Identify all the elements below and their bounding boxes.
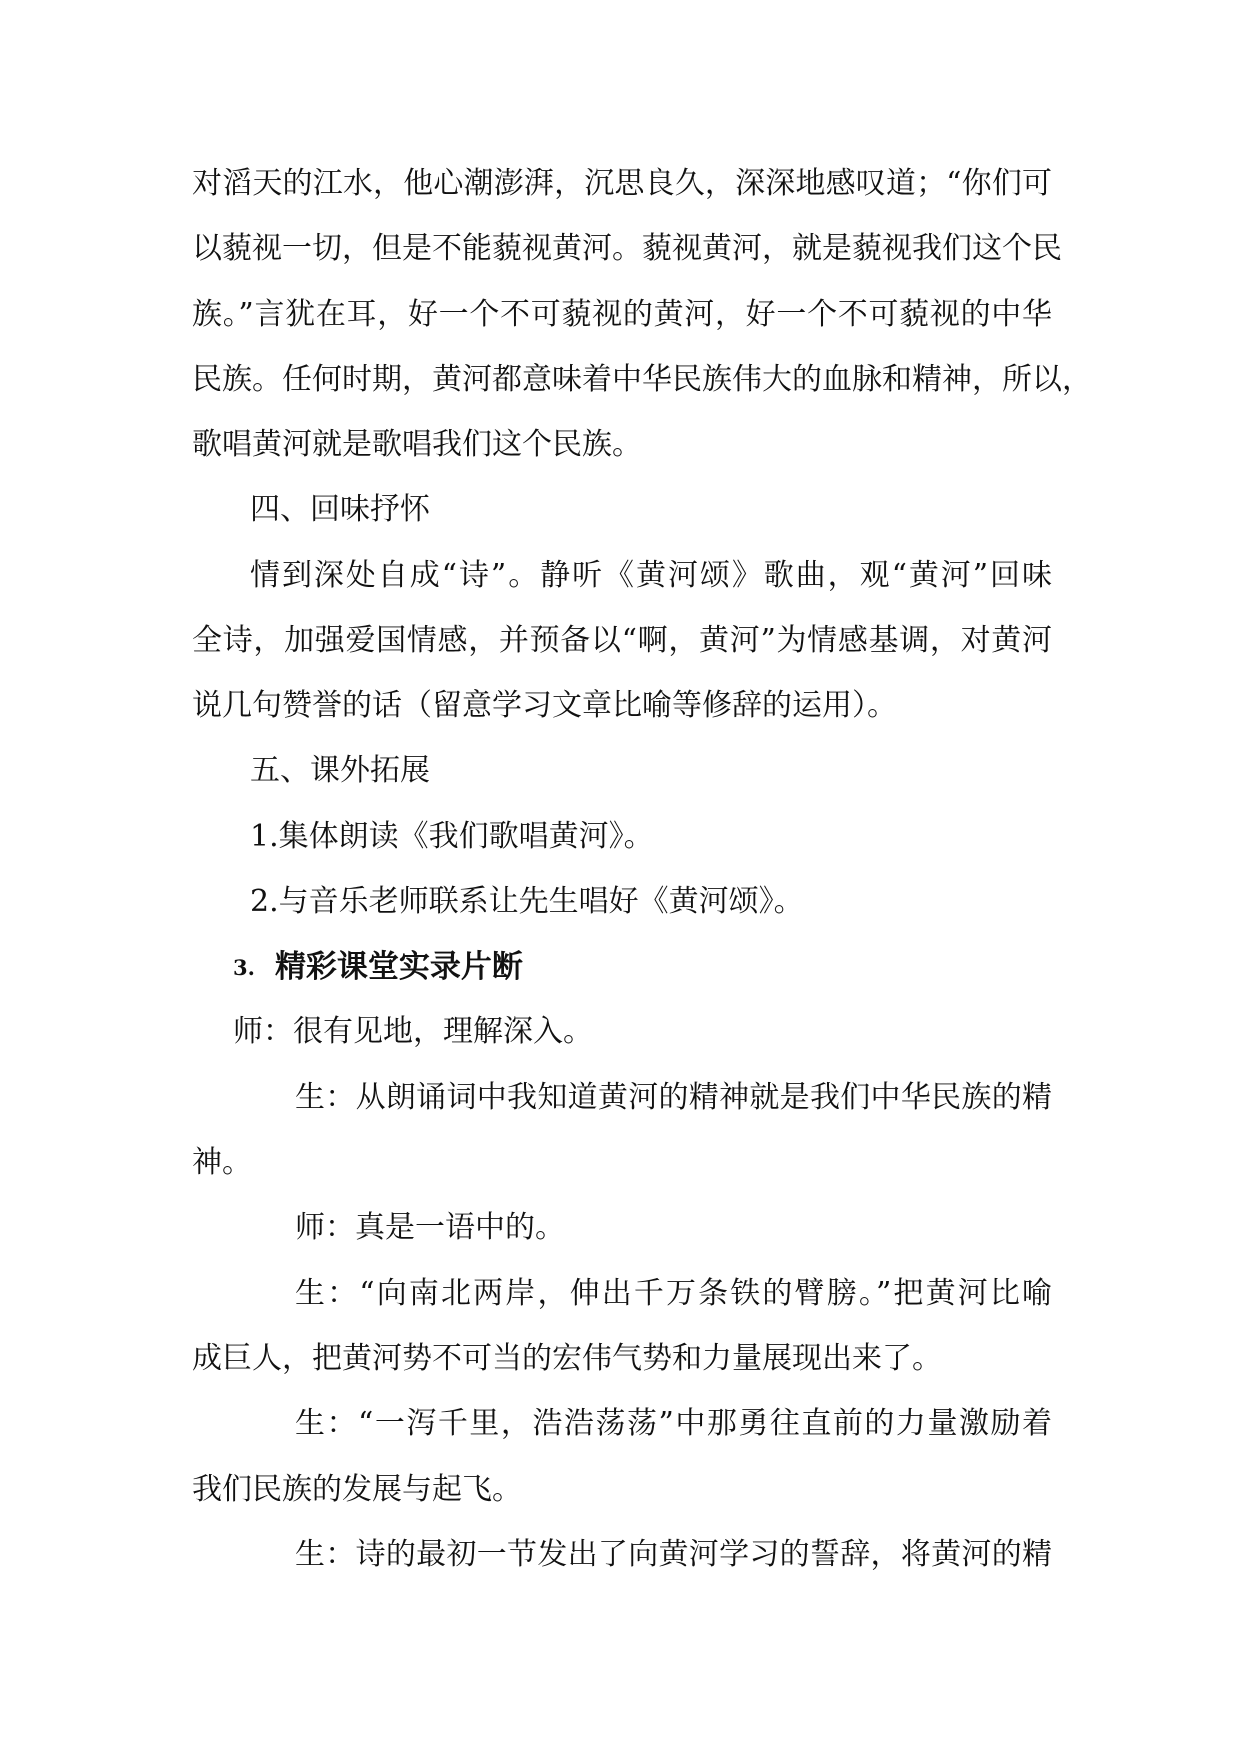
dialogue-line: 师：很有见地，理解深入。 bbox=[233, 1014, 593, 1049]
dialogue-line: 生：“一泻千里，浩浩荡荡”中那勇往直前的力量激励着 bbox=[295, 1406, 1052, 1441]
dialogue-line: 生：从朗诵词中我知道黄河的精神就是我们中华民族的精 bbox=[295, 1080, 1052, 1115]
heading-text: 精彩课堂实录片断 bbox=[274, 949, 523, 985]
section-title: 五、课外拓展 bbox=[250, 753, 430, 788]
dialogue-line: 生：诗的最初一节发出了向黄河学习的誓辞，将黄河的精 bbox=[295, 1537, 1052, 1572]
dialogue-line: 成巨人，把黄河势不可当的宏伟气势和力量展现出来了。 bbox=[192, 1341, 942, 1376]
dialogue-line: 我们民族的发展与起飞。 bbox=[192, 1472, 522, 1507]
list-item: 1.集体朗读《我们歌唱黄河》。 bbox=[250, 819, 654, 854]
paragraph-line: 对滔天的江水，他心潮澎湃，沉思良久，深深地感叹道；“你们可 bbox=[192, 166, 1052, 201]
paragraph-line: 以藐视一切，但是不能藐视黄河。藐视黄河，就是藐视我们这个民 bbox=[192, 231, 1062, 266]
paragraph-line: 族。”言犹在耳，好一个不可藐视的黄河，好一个不可藐视的中华 bbox=[192, 297, 1052, 332]
heading-number: 3. bbox=[233, 955, 255, 980]
paragraph-line: 全诗，加强爱国情感，并预备以“啊，黄河”为情感基调，对黄河 bbox=[192, 623, 1052, 658]
list-item: 2.与音乐老师联系让先生唱好《黄河颂》。 bbox=[250, 884, 804, 919]
paragraph-line: 民族。任何时期，黄河都意味着中华民族伟大的血脉和精神，所以， bbox=[192, 362, 1092, 397]
section-title: 四、回味抒怀 bbox=[250, 492, 430, 527]
paragraph-line: 情到深处自成“诗”。静听《黄河颂》歌曲，观“黄河”回味 bbox=[250, 558, 1052, 593]
dialogue-line: 师：真是一语中的。 bbox=[295, 1210, 565, 1245]
dialogue-line: 生：“向南北两岸，伸出千万条铁的臂膀。”把黄河比喻 bbox=[295, 1276, 1052, 1311]
dialogue-line: 神。 bbox=[192, 1145, 252, 1180]
paragraph-line: 说几句赞誉的话（留意学习文章比喻等修辞的运用）。 bbox=[192, 688, 897, 723]
paragraph-line: 歌唱黄河就是歌唱我们这个民族。 bbox=[192, 427, 642, 462]
section-heading bbox=[233, 947, 523, 987]
